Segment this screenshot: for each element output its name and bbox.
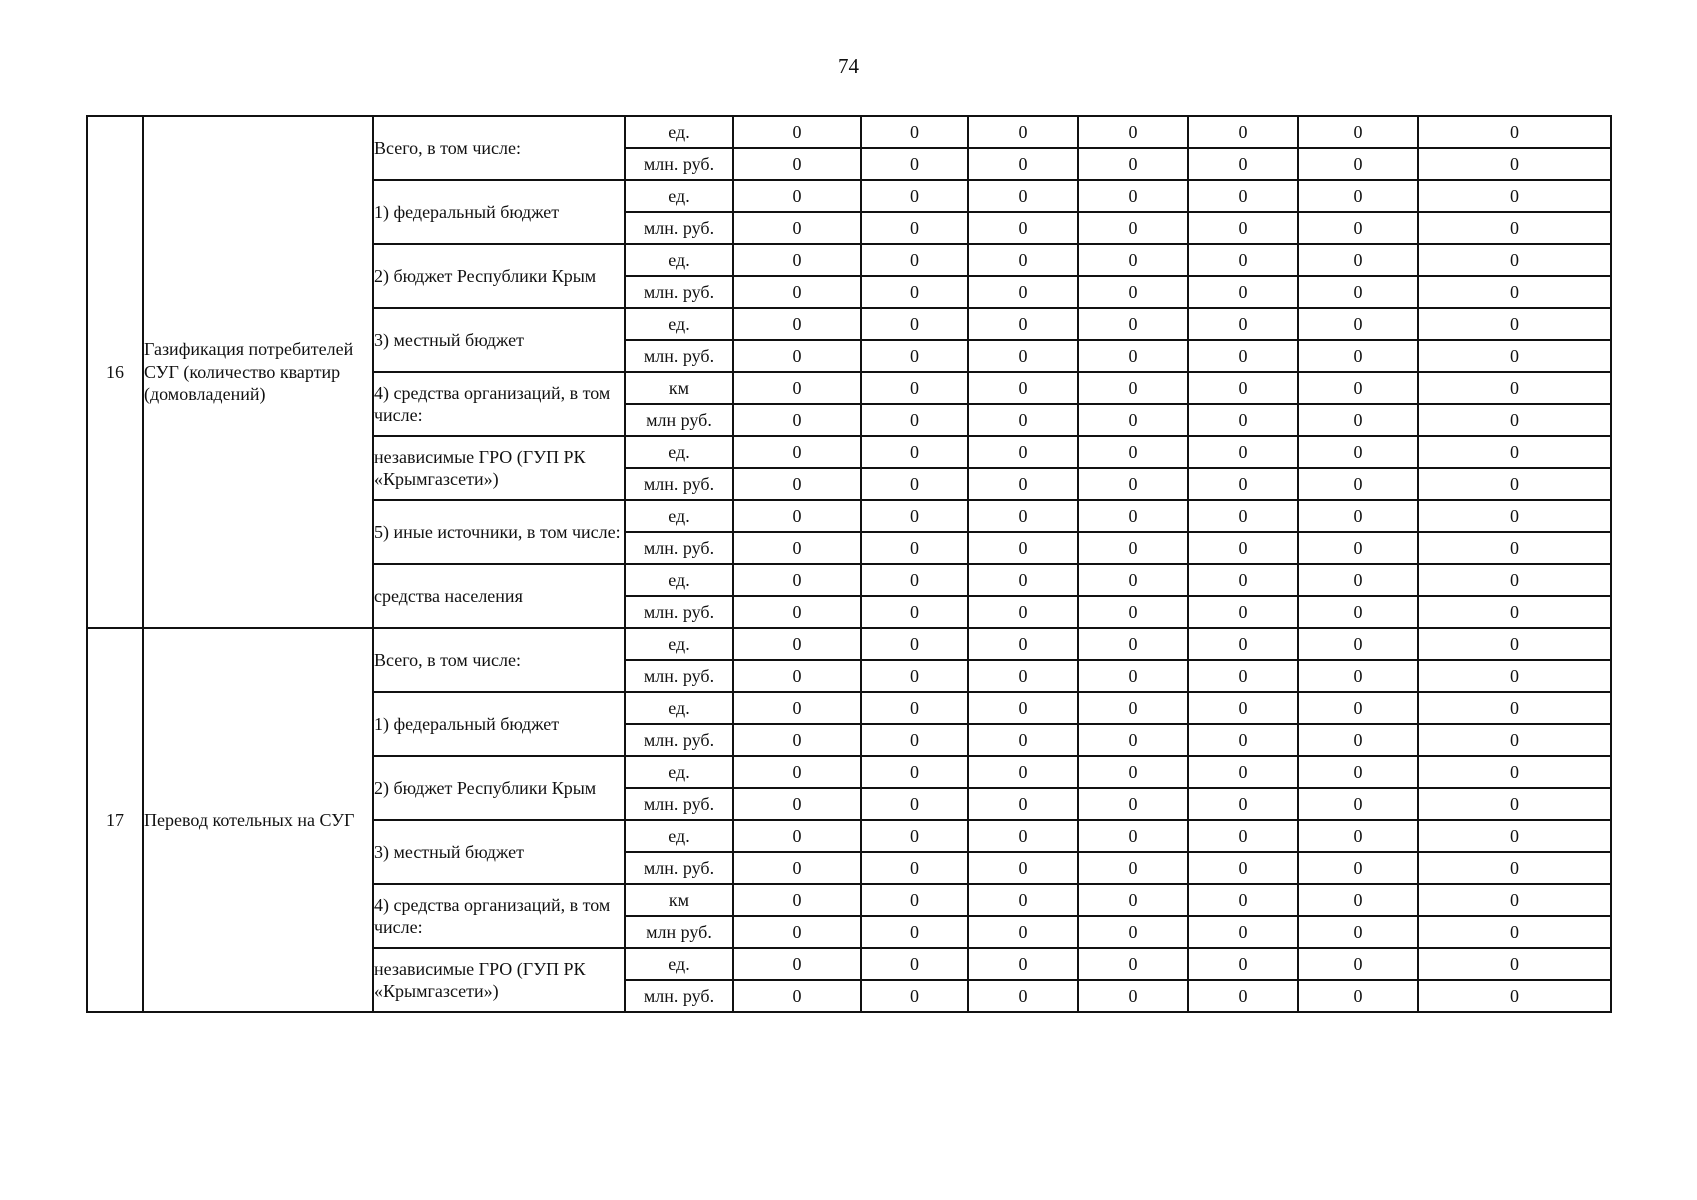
unit-cell: млн. руб. <box>625 724 733 756</box>
unit-cell: млн. руб. <box>625 468 733 500</box>
section-number: 17 <box>87 628 143 1012</box>
value-cell: 0 <box>1188 756 1298 788</box>
value-cell: 0 <box>1078 244 1188 276</box>
value-cell: 0 <box>1188 212 1298 244</box>
value-cell: 0 <box>968 308 1078 340</box>
value-cell: 0 <box>1298 916 1418 948</box>
unit-cell: млн. руб. <box>625 276 733 308</box>
value-cell: 0 <box>1418 948 1611 980</box>
value-cell: 0 <box>1418 692 1611 724</box>
value-cell: 0 <box>733 372 861 404</box>
value-cell: 0 <box>1078 692 1188 724</box>
unit-cell: ед. <box>625 564 733 596</box>
value-cell: 0 <box>1078 788 1188 820</box>
unit-cell: млн. руб. <box>625 212 733 244</box>
value-cell: 0 <box>1188 116 1298 148</box>
value-cell: 0 <box>1188 500 1298 532</box>
unit-cell: млн руб. <box>625 916 733 948</box>
value-cell: 0 <box>1418 916 1611 948</box>
value-cell: 0 <box>1188 180 1298 212</box>
value-cell: 0 <box>968 244 1078 276</box>
value-cell: 0 <box>861 788 968 820</box>
value-cell: 0 <box>861 116 968 148</box>
value-cell: 0 <box>1298 564 1418 596</box>
value-cell: 0 <box>1418 404 1611 436</box>
value-cell: 0 <box>968 180 1078 212</box>
value-cell: 0 <box>1298 884 1418 916</box>
value-cell: 0 <box>1418 372 1611 404</box>
value-cell: 0 <box>1298 244 1418 276</box>
funding-source-label: 3) местный бюджет <box>373 820 625 884</box>
value-cell: 0 <box>1078 756 1188 788</box>
value-cell: 0 <box>1418 116 1611 148</box>
unit-cell: км <box>625 372 733 404</box>
value-cell: 0 <box>1418 468 1611 500</box>
value-cell: 0 <box>733 692 861 724</box>
value-cell: 0 <box>861 308 968 340</box>
section-name: Газификация потребителей СУГ (количество квартир (домовладений) <box>143 116 373 628</box>
value-cell: 0 <box>1078 948 1188 980</box>
unit-cell: ед. <box>625 308 733 340</box>
value-cell: 0 <box>1418 852 1611 884</box>
value-cell: 0 <box>861 340 968 372</box>
unit-cell: млн. руб. <box>625 340 733 372</box>
value-cell: 0 <box>1418 276 1611 308</box>
value-cell: 0 <box>733 212 861 244</box>
value-cell: 0 <box>1298 148 1418 180</box>
value-cell: 0 <box>968 980 1078 1012</box>
value-cell: 0 <box>968 468 1078 500</box>
value-cell: 0 <box>1188 244 1298 276</box>
value-cell: 0 <box>1188 852 1298 884</box>
value-cell: 0 <box>1078 404 1188 436</box>
funding-source-label: 4) средства организаций, в том числе: <box>373 372 625 436</box>
value-cell: 0 <box>1418 436 1611 468</box>
value-cell: 0 <box>861 244 968 276</box>
value-cell: 0 <box>1188 692 1298 724</box>
value-cell: 0 <box>733 340 861 372</box>
value-cell: 0 <box>733 180 861 212</box>
value-cell: 0 <box>1078 884 1188 916</box>
unit-cell: ед. <box>625 948 733 980</box>
value-cell: 0 <box>1188 820 1298 852</box>
value-cell: 0 <box>1188 148 1298 180</box>
value-cell: 0 <box>1078 500 1188 532</box>
value-cell: 0 <box>968 404 1078 436</box>
value-cell: 0 <box>1418 628 1611 660</box>
value-cell: 0 <box>1298 628 1418 660</box>
value-cell: 0 <box>1078 372 1188 404</box>
value-cell: 0 <box>1418 980 1611 1012</box>
value-cell: 0 <box>1188 372 1298 404</box>
value-cell: 0 <box>1188 436 1298 468</box>
unit-cell: ед. <box>625 116 733 148</box>
funding-source-label: 4) средства организаций, в том числе: <box>373 884 625 948</box>
value-cell: 0 <box>1418 564 1611 596</box>
value-cell: 0 <box>1078 308 1188 340</box>
value-cell: 0 <box>968 724 1078 756</box>
value-cell: 0 <box>1078 980 1188 1012</box>
value-cell: 0 <box>861 148 968 180</box>
value-cell: 0 <box>1418 212 1611 244</box>
value-cell: 0 <box>733 244 861 276</box>
funding-source-label: 2) бюджет Республики Крым <box>373 244 625 308</box>
value-cell: 0 <box>1298 276 1418 308</box>
value-cell: 0 <box>1078 916 1188 948</box>
value-cell: 0 <box>968 276 1078 308</box>
value-cell: 0 <box>1298 436 1418 468</box>
value-cell: 0 <box>1188 532 1298 564</box>
value-cell: 0 <box>1188 660 1298 692</box>
value-cell: 0 <box>861 436 968 468</box>
value-cell: 0 <box>968 756 1078 788</box>
value-cell: 0 <box>1298 820 1418 852</box>
value-cell: 0 <box>1188 340 1298 372</box>
unit-cell: ед. <box>625 820 733 852</box>
value-cell: 0 <box>733 852 861 884</box>
value-cell: 0 <box>968 500 1078 532</box>
value-cell: 0 <box>861 820 968 852</box>
value-cell: 0 <box>1418 884 1611 916</box>
value-cell: 0 <box>861 692 968 724</box>
value-cell: 0 <box>1418 788 1611 820</box>
value-cell: 0 <box>1418 756 1611 788</box>
value-cell: 0 <box>1298 116 1418 148</box>
value-cell: 0 <box>1418 340 1611 372</box>
value-cell: 0 <box>1078 436 1188 468</box>
unit-cell: ед. <box>625 436 733 468</box>
unit-cell: км <box>625 884 733 916</box>
value-cell: 0 <box>1078 724 1188 756</box>
value-cell: 0 <box>1188 468 1298 500</box>
value-cell: 0 <box>1188 916 1298 948</box>
value-cell: 0 <box>1078 468 1188 500</box>
value-cell: 0 <box>1078 116 1188 148</box>
value-cell: 0 <box>1188 788 1298 820</box>
value-cell: 0 <box>861 884 968 916</box>
unit-cell: ед. <box>625 628 733 660</box>
value-cell: 0 <box>861 980 968 1012</box>
financing-table <box>86 115 1612 1013</box>
value-cell: 0 <box>968 340 1078 372</box>
value-cell: 0 <box>733 884 861 916</box>
funding-source-label: 1) федеральный бюджет <box>373 692 625 756</box>
value-cell: 0 <box>968 884 1078 916</box>
funding-source-label: 3) местный бюджет <box>373 308 625 372</box>
unit-cell: ед. <box>625 500 733 532</box>
value-cell: 0 <box>1188 404 1298 436</box>
value-cell: 0 <box>968 820 1078 852</box>
unit-cell: млн. руб. <box>625 980 733 1012</box>
value-cell: 0 <box>968 116 1078 148</box>
value-cell: 0 <box>861 180 968 212</box>
value-cell: 0 <box>733 660 861 692</box>
value-cell: 0 <box>968 916 1078 948</box>
value-cell: 0 <box>1418 724 1611 756</box>
value-cell: 0 <box>1298 852 1418 884</box>
value-cell: 0 <box>861 468 968 500</box>
value-cell: 0 <box>1298 596 1418 628</box>
value-cell: 0 <box>861 756 968 788</box>
value-cell: 0 <box>733 532 861 564</box>
value-cell: 0 <box>733 820 861 852</box>
value-cell: 0 <box>1188 724 1298 756</box>
value-cell: 0 <box>1078 212 1188 244</box>
unit-cell: ед. <box>625 692 733 724</box>
value-cell: 0 <box>1418 180 1611 212</box>
funding-source-label: Всего, в том числе: <box>373 116 625 180</box>
value-cell: 0 <box>861 724 968 756</box>
value-cell: 0 <box>1078 276 1188 308</box>
funding-source-label: 5) иные источники, в том числе: <box>373 500 625 564</box>
value-cell: 0 <box>733 564 861 596</box>
value-cell: 0 <box>1188 308 1298 340</box>
page-number: 74 <box>838 54 859 78</box>
value-cell: 0 <box>968 852 1078 884</box>
value-cell: 0 <box>861 500 968 532</box>
value-cell: 0 <box>1418 148 1611 180</box>
value-cell: 0 <box>733 724 861 756</box>
table-row <box>87 116 1611 148</box>
value-cell: 0 <box>1188 596 1298 628</box>
value-cell: 0 <box>861 596 968 628</box>
table-row <box>87 628 1611 660</box>
value-cell: 0 <box>1418 308 1611 340</box>
value-cell: 0 <box>861 628 968 660</box>
value-cell: 0 <box>968 660 1078 692</box>
value-cell: 0 <box>968 436 1078 468</box>
value-cell: 0 <box>1298 404 1418 436</box>
value-cell: 0 <box>861 916 968 948</box>
value-cell: 0 <box>1078 340 1188 372</box>
value-cell: 0 <box>861 532 968 564</box>
value-cell: 0 <box>1298 660 1418 692</box>
value-cell: 0 <box>1078 852 1188 884</box>
value-cell: 0 <box>968 564 1078 596</box>
value-cell: 0 <box>733 980 861 1012</box>
value-cell: 0 <box>1188 980 1298 1012</box>
value-cell: 0 <box>968 372 1078 404</box>
value-cell: 0 <box>968 596 1078 628</box>
value-cell: 0 <box>968 148 1078 180</box>
unit-cell: ед. <box>625 180 733 212</box>
value-cell: 0 <box>1298 532 1418 564</box>
unit-cell: ед. <box>625 244 733 276</box>
funding-source-label: независимые ГРО (ГУП РК «Крымгазсети») <box>373 948 625 1012</box>
value-cell: 0 <box>733 468 861 500</box>
value-cell: 0 <box>1298 372 1418 404</box>
value-cell: 0 <box>1188 948 1298 980</box>
value-cell: 0 <box>1078 148 1188 180</box>
value-cell: 0 <box>1078 564 1188 596</box>
value-cell: 0 <box>733 116 861 148</box>
section-number: 16 <box>87 116 143 628</box>
value-cell: 0 <box>1298 788 1418 820</box>
value-cell: 0 <box>861 660 968 692</box>
value-cell: 0 <box>1078 180 1188 212</box>
value-cell: 0 <box>1188 276 1298 308</box>
unit-cell: млн. руб. <box>625 852 733 884</box>
value-cell: 0 <box>1298 692 1418 724</box>
value-cell: 0 <box>733 628 861 660</box>
value-cell: 0 <box>1298 756 1418 788</box>
value-cell: 0 <box>733 500 861 532</box>
value-cell: 0 <box>1418 660 1611 692</box>
value-cell: 0 <box>861 212 968 244</box>
value-cell: 0 <box>1418 596 1611 628</box>
value-cell: 0 <box>861 276 968 308</box>
value-cell: 0 <box>1298 212 1418 244</box>
value-cell: 0 <box>1078 628 1188 660</box>
value-cell: 0 <box>1298 308 1418 340</box>
value-cell: 0 <box>968 628 1078 660</box>
funding-source-label: 1) федеральный бюджет <box>373 180 625 244</box>
value-cell: 0 <box>1078 596 1188 628</box>
value-cell: 0 <box>861 372 968 404</box>
value-cell: 0 <box>733 148 861 180</box>
value-cell: 0 <box>733 788 861 820</box>
value-cell: 0 <box>1298 724 1418 756</box>
funding-source-label: Всего, в том числе: <box>373 628 625 692</box>
value-cell: 0 <box>1418 244 1611 276</box>
value-cell: 0 <box>733 756 861 788</box>
value-cell: 0 <box>968 948 1078 980</box>
value-cell: 0 <box>1298 500 1418 532</box>
value-cell: 0 <box>733 436 861 468</box>
value-cell: 0 <box>1188 628 1298 660</box>
value-cell: 0 <box>733 916 861 948</box>
value-cell: 0 <box>1418 500 1611 532</box>
unit-cell: млн. руб. <box>625 532 733 564</box>
value-cell: 0 <box>1188 884 1298 916</box>
unit-cell: млн. руб. <box>625 788 733 820</box>
funding-source-label: 2) бюджет Республики Крым <box>373 756 625 820</box>
value-cell: 0 <box>733 308 861 340</box>
value-cell: 0 <box>1078 532 1188 564</box>
section-name: Перевод котельных на СУГ <box>143 628 373 1012</box>
unit-cell: ед. <box>625 756 733 788</box>
unit-cell: млн. руб. <box>625 596 733 628</box>
value-cell: 0 <box>1298 980 1418 1012</box>
value-cell: 0 <box>861 564 968 596</box>
value-cell: 0 <box>1078 820 1188 852</box>
value-cell: 0 <box>1298 340 1418 372</box>
value-cell: 0 <box>733 276 861 308</box>
table-body <box>87 116 1611 1012</box>
funding-source-label: независимые ГРО (ГУП РК «Крымгазсети») <box>373 436 625 500</box>
value-cell: 0 <box>1188 564 1298 596</box>
value-cell: 0 <box>968 788 1078 820</box>
unit-cell: млн. руб. <box>625 148 733 180</box>
value-cell: 0 <box>968 532 1078 564</box>
funding-source-label: средства населения <box>373 564 625 628</box>
unit-cell: млн руб. <box>625 404 733 436</box>
value-cell: 0 <box>1298 948 1418 980</box>
value-cell: 0 <box>733 596 861 628</box>
value-cell: 0 <box>861 948 968 980</box>
value-cell: 0 <box>733 948 861 980</box>
unit-cell: млн. руб. <box>625 660 733 692</box>
value-cell: 0 <box>733 404 861 436</box>
value-cell: 0 <box>861 852 968 884</box>
value-cell: 0 <box>1418 532 1611 564</box>
value-cell: 0 <box>968 212 1078 244</box>
value-cell: 0 <box>1418 820 1611 852</box>
value-cell: 0 <box>1298 468 1418 500</box>
value-cell: 0 <box>968 692 1078 724</box>
value-cell: 0 <box>861 404 968 436</box>
value-cell: 0 <box>1078 660 1188 692</box>
value-cell: 0 <box>1298 180 1418 212</box>
